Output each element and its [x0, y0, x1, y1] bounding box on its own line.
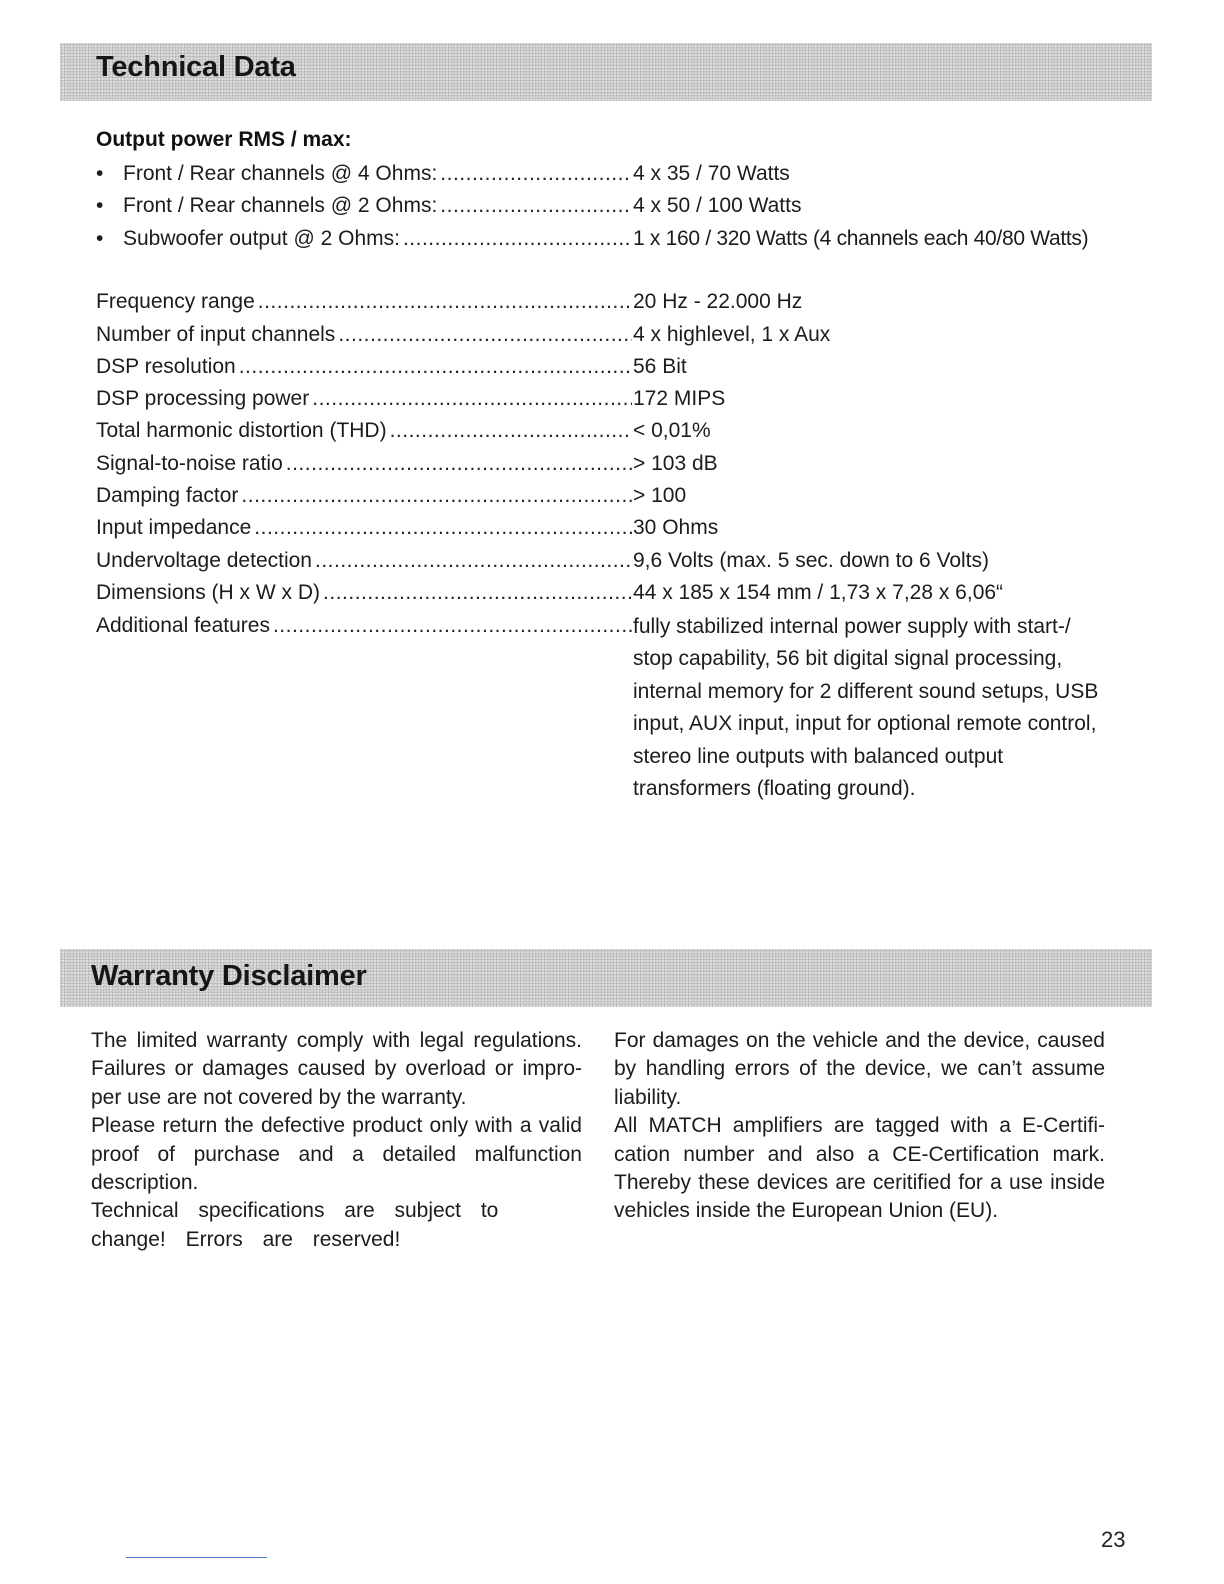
warranty-title: Warranty Disclaimer [91, 960, 367, 992]
dot-leader [258, 287, 632, 317]
dot-leader [312, 384, 632, 414]
spec-label: Front / Rear channels @ 2 Ohms: [123, 194, 438, 217]
spec-value: 44 x 185 x 154 mm / 1,73 x 7,28 x 6,06“ [633, 581, 1004, 604]
dot-leader [315, 546, 632, 576]
technical-data-banner [60, 43, 1152, 101]
spec-row [0, 320, 1224, 350]
spec-value: 9,6 Volts (max. 5 sec. down to 6 Volts) [633, 549, 990, 572]
spec-row [0, 384, 1224, 414]
spec-label: Undervoltage detection [96, 549, 312, 572]
dot-leader [440, 159, 632, 189]
spec-label: Signal-to-noise ratio [96, 452, 283, 475]
spec-row [0, 287, 1224, 317]
bullet-icon: • [96, 227, 104, 250]
dot-leader [254, 513, 632, 543]
spec-label: Subwoofer output @ 2 Ohms: [123, 227, 400, 250]
warranty-right-column [614, 1027, 1105, 1226]
warranty-paragraph: For damages on the vehicle and the device, caused by handling errors of the device, we can’t assume liability. [614, 1029, 1105, 1109]
spec-label: Dimensions (H x W x D) [96, 581, 321, 604]
spec-label: Front / Rear channels @ 4 Ohms: [123, 162, 438, 185]
spec-row [0, 481, 1224, 511]
dot-leader [273, 611, 632, 641]
dot-leader [403, 224, 632, 254]
dot-leader [390, 416, 632, 446]
spec-row [0, 578, 1224, 608]
output-power-row [0, 224, 1224, 254]
spec-label: Damping factor [96, 484, 239, 507]
dot-leader [241, 481, 632, 511]
spec-row [0, 416, 1224, 446]
spec-row [0, 449, 1224, 479]
spec-label: Frequency range [96, 290, 255, 313]
spec-value: 4 x 35 / 70 Watts [633, 162, 790, 185]
spec-value: < 0,01% [633, 419, 711, 442]
warranty-paragraph: Please return the defective product only with a valid proof of purchase and a detailed malfunction description. [91, 1114, 582, 1195]
spec-label: Additional features [96, 614, 270, 637]
warranty-paragraph: All MATCH amplifiers are tagged with a E-Certifi-cation number and also a CE-Certification mark. Thereby these devices are ceritified for a use inside vehicles inside the European Union (EU). [614, 1114, 1105, 1223]
spec-value: > 103 dB [633, 452, 718, 475]
output-power-row [0, 191, 1224, 221]
technical-data-title: Technical Data [96, 51, 296, 83]
output-power-row [0, 159, 1224, 189]
spec-label: DSP resolution [96, 355, 236, 378]
bullet-icon: • [96, 162, 104, 185]
spec-label: Number of input channels [96, 323, 336, 346]
output-power-heading: Output power RMS / max: [96, 128, 352, 151]
spec-value: 20 Hz - 22.000 Hz [633, 290, 803, 313]
spec-value: 56 Bit [633, 355, 687, 378]
spec-value: 4 x highlevel, 1 x Aux [633, 323, 831, 346]
spec-row [0, 352, 1224, 382]
dot-leader [440, 191, 632, 221]
warranty-paragraph: Technical specifications are subject to change! Errors are reserved! [91, 1199, 499, 1251]
spec-row [0, 546, 1224, 576]
bullet-icon: • [96, 194, 104, 217]
spec-value: > 100 [633, 484, 687, 507]
dot-leader [323, 578, 632, 608]
page-number: 23 [1101, 1527, 1126, 1552]
spec-value: 30 Ohms [633, 516, 719, 539]
spec-value: 172 MIPS [633, 387, 726, 410]
spec-value: 4 x 50 / 100 Watts [633, 194, 802, 217]
dot-leader [239, 352, 632, 382]
warranty-left-column [91, 1027, 582, 1254]
dot-leader [338, 320, 632, 350]
spec-value: 1 x 160 / 320 Watts (4 channels each 40/80 Watts) [633, 227, 1089, 250]
warranty-banner [60, 949, 1152, 1007]
spec-label: Input impedance [96, 516, 252, 539]
spec-label: Total harmonic distortion (THD) [96, 419, 387, 442]
warranty-paragraph: The limited warranty comply with legal regulations. Failures or damages caused by overload or impro-per use are not covered by the warranty. [91, 1029, 582, 1109]
spec-row [0, 513, 1224, 543]
dot-leader [286, 449, 632, 479]
footer-rule [126, 1557, 267, 1558]
spec-label: DSP processing power [96, 387, 310, 410]
additional-features-text: fully stabilized internal power supply with start-/ stop capability, 56 bit digital signal processing, internal memory for 2 different sound setups, USB input, AUX input, input for optional remote control, stereo line outputs with balanced output transformers (floating ground). [633, 615, 1099, 801]
